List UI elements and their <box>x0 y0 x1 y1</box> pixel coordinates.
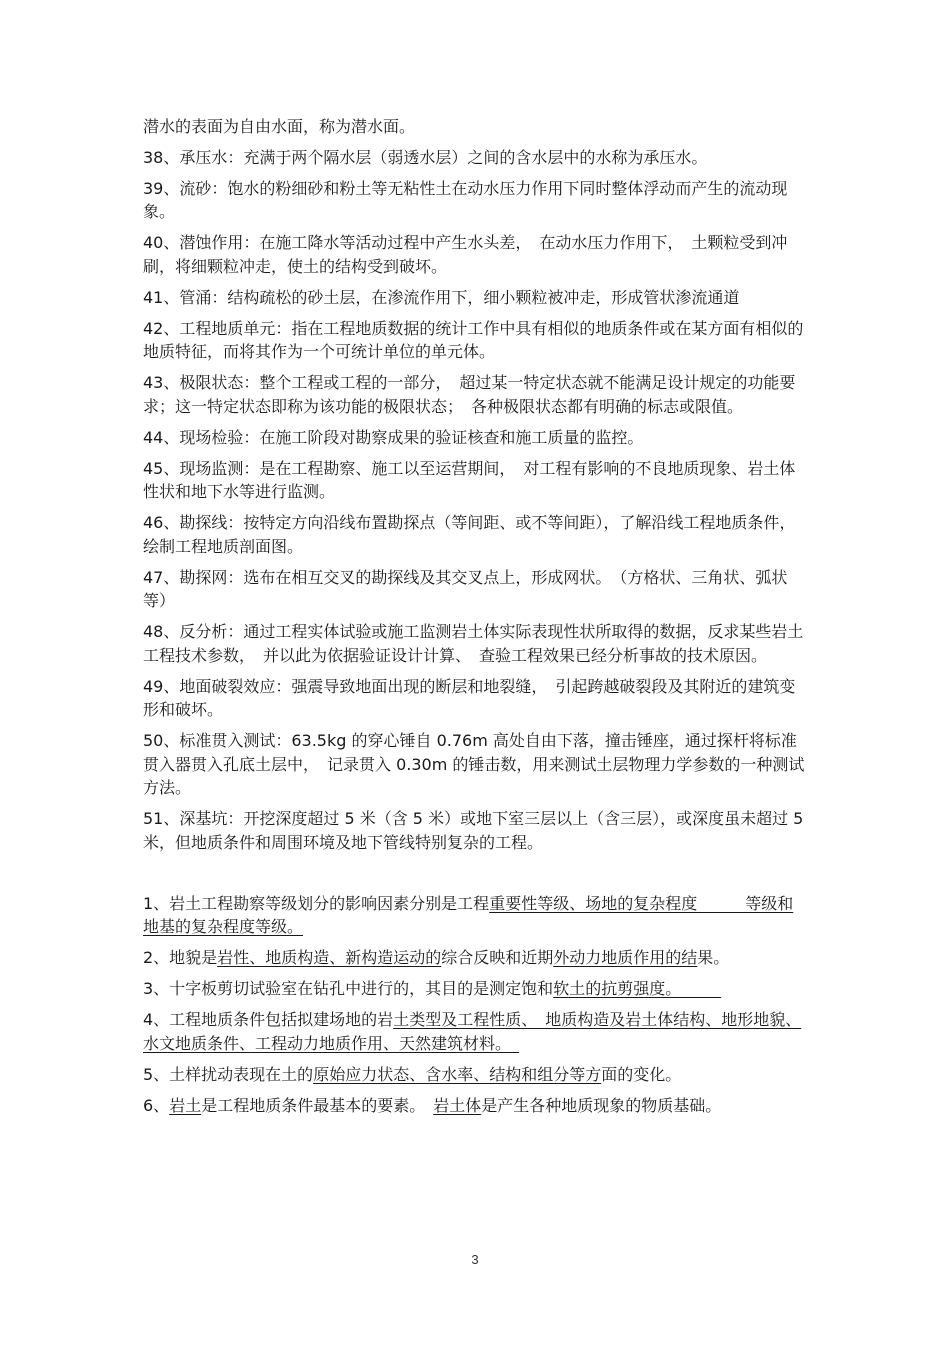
body-text <box>143 115 808 1125</box>
question-text: 面的变化。 <box>601 1064 682 1084</box>
section-gap <box>143 862 808 892</box>
answer-underline: 原始应力状态、含水率、结构和组分等方 <box>313 1064 602 1084</box>
fill-question-1 <box>143 892 808 939</box>
answer-underline: 岩土 <box>169 1095 202 1115</box>
definition-paragraph: 51、深基坑：开挖深度超过 5 米（含 5 米）或地下室三层以上（含三层），或深度虽未超过 5 米，但地质条件和周围环境及地下管线特别复杂的工程。 <box>143 809 804 852</box>
definition-paragraph: 43、极限状态：整个工程或工程的一部分， 超过某一特定状态就不能满足设计规定的功能要求；这一特定状态即称为该功能的极限状态； 各种极限状态都有明确的标志或限值。 <box>143 373 796 416</box>
answer-underline: 外动力地质作用的结 <box>553 948 698 967</box>
answer-underline: 土类型及工程性质、 地质构造及岩土体结构、地形地貌、水文地质条件、工程动力地质作用、天然建筑材料。 <box>143 1010 802 1053</box>
page-number: 3 <box>471 1252 479 1267</box>
answer-underline: 岩土体 <box>433 1095 482 1115</box>
question-text: 3、十字板剪切试验室在钻孔中进行的，其目的是测定饱和 <box>143 979 554 998</box>
question-text: 4、工程地质条件包括拟建场地的岩 <box>143 1010 394 1029</box>
fill-question-4 <box>143 1008 808 1055</box>
question-text: 1、岩土工程勘察等级划分的影响因素分别是工程 <box>143 893 490 913</box>
definition-paragraph: 48、反分析：通过工程实体试验或施工监测岩土体实际表现性状所取得的数据，反求某些岩土工程技术参数， 并以此为依据验证设计计算、 查验工程效果已经分析事故的技术原因。 <box>143 622 804 665</box>
definition-paragraph: 44、现场检验：在施工阶段对勘察成果的验证核查和施工质量的监控。 <box>143 427 644 447</box>
answer-underline: 重要性等级、场地的复杂程度 等级和地基的复杂程度等级。 <box>143 893 794 936</box>
fill-question-5 <box>143 1063 808 1087</box>
question-text: 是工程地质条件最基本的要素。 <box>201 1095 434 1115</box>
answer-underline: 岩性、地质构造、新构造运动的 <box>217 948 442 967</box>
definition-paragraph: 45、现场监测：是在工程勘察、施工以至运营期间， 对工程有影响的不良地质现象、岩土体性状和地下水等进行监测。 <box>143 458 796 501</box>
fill-question-6 <box>143 1094 808 1118</box>
definition-paragraph: 49、地面破裂效应：强震导致地面出现的断层和地裂缝， 引起跨越破裂段及其附近的建筑变形和破坏。 <box>143 676 796 719</box>
definition-paragraph: 40、潜蚀作用：在施工降水等活动过程中产生水头差， 在动水压力作用下， 土颗粒受到冲刷，将细颗粒冲走，使土的结构受到破坏。 <box>143 233 788 276</box>
question-text: 果。 <box>697 948 730 967</box>
answer-underline: 软土的抗剪强度。 <box>553 979 722 998</box>
definition-paragraph: 潜水的表面为自由水面，称为潜水面。 <box>143 117 416 136</box>
question-text: 综合反映和近期 <box>441 948 554 967</box>
definition-paragraph: 38、承压水：充满于两个隔水层（弱透水层）之间的含水层中的水称为承压水。 <box>143 147 708 167</box>
question-text: 5、土样扰动表现在土的 <box>143 1064 314 1084</box>
question-text: 是产生各种地质现象的物质基础。 <box>481 1095 722 1115</box>
fill-question-2 <box>143 946 808 970</box>
definition-paragraph: 50、标准贯入测试：63.5kg 的穿心锤自 0.76m 高处自由下落，撞击锤座，通过探杆将标准贯入器贯入孔底土层中， 记录贯入 0.30m 的锤击数，用来测试土层物理力学参数的一种测试方法。 <box>143 731 805 797</box>
question-text: 2、地貌是 <box>143 948 218 967</box>
fill-question-3 <box>143 977 808 1001</box>
question-text: 6、 <box>143 1095 170 1115</box>
definition-paragraph: 41、管涌：结构疏松的砂土层，在渗流作用下，细小颗粒被冲走，形成管状渗流通道 <box>143 287 740 307</box>
definition-paragraph: 42、工程地质单元：指在工程地质数据的统计工作中具有相似的地质条件或在某方面有相似的地质特征，而将其作为一个可统计单位的单元体。 <box>143 318 804 361</box>
definition-paragraph: 47、勘探网：选布在相互交叉的勘探线及其交叉点上，形成网状。 （方格状、三角状、弧状等） <box>143 567 788 610</box>
definition-paragraph: 46、勘探线：按特定方向沿线布置勘探点（等间距、或不等间距），了解沿线工程地质条件，绘制工程地质剖面图。 <box>143 513 796 556</box>
definition-paragraph: 39、流砂：饱水的粉细砂和粉土等无粘性土在动水压力作用下同时整体浮动而产生的流动现象。 <box>143 178 788 221</box>
